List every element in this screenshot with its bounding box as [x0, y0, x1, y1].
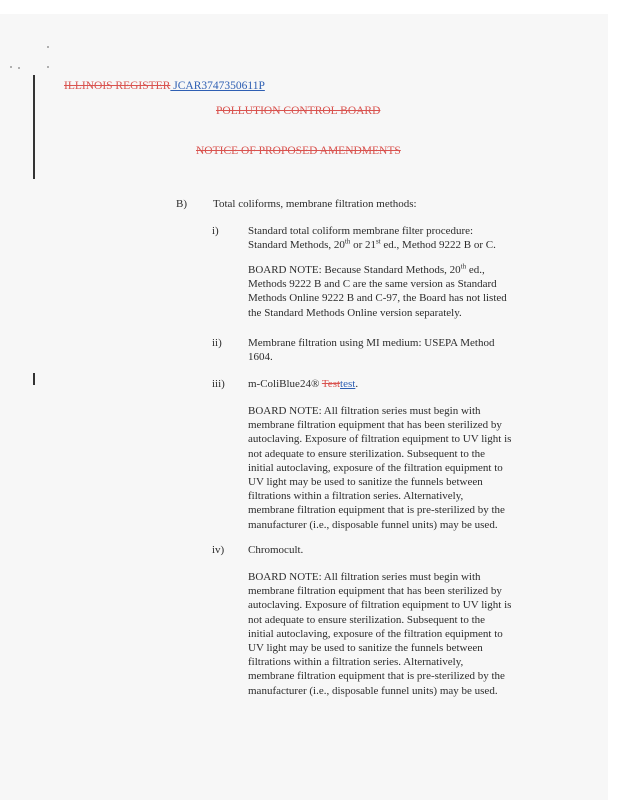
scan-speck — [47, 66, 49, 68]
item-iii-text: m-ColiBlue24® Testtest. — [248, 378, 359, 390]
item-i-text-line2: Standard Methods, 20th or 21st ed., Method 9222 B or C. — [248, 237, 496, 251]
scan-border-top — [0, 0, 618, 14]
item-label-iv: iv) — [212, 544, 225, 556]
change-bar — [33, 75, 35, 179]
item-i-board-note: BOARD NOTE: Because Standard Methods, 20th ed., Methods 9222 B and C are the same version as Standard Methods Online 9222 B and C-97, the Board has not listed the Standard Methods Online version separately. — [248, 262, 507, 319]
scan-speck — [18, 67, 20, 69]
item-iii-board-note: BOARD NOTE: All filtration series must begin with membrane filtration equipment that has been sterilized by autoclaving. Exposure of filtration equipment to UV light is not adequate to ensure sterilization. Subsequent to the initial autoclaving, exposure of the filtration equipment to UV light may be used to sanitize the funnels between filtrations within a filtration series. Alternatively, membrane filtration equipment that is pre-sterilized by the manufacturer (i.e., disposable funnel units) may be used. — [248, 405, 512, 531]
inserted-word: test — [340, 378, 356, 390]
notice-heading: NOTICE OF PROPOSED AMENDMENTS — [196, 145, 401, 157]
change-bar — [33, 373, 35, 385]
register-deleted: ILLINOIS REGISTER — [64, 80, 171, 92]
register-inserted: JCAR3747350611P — [170, 80, 265, 92]
scan-speck — [10, 66, 12, 68]
scan-speck — [47, 46, 49, 48]
item-ii-text: Membrane filtration using MI medium: USEPA Method — [248, 337, 495, 349]
deleted-word: Test — [321, 378, 341, 390]
scan-border-right — [608, 0, 618, 800]
board-heading: POLLUTION CONTROL BOARD — [216, 105, 381, 117]
section-label: B) — [176, 198, 187, 210]
item-i-text: Standard total coliform membrane filter procedure: — [248, 225, 474, 237]
register-line — [64, 80, 265, 92]
item-ii-text-line2: 1604. — [248, 351, 273, 363]
item-label-ii: ii) — [212, 337, 222, 349]
section-title: Total coliforms, membrane filtration methods: — [213, 198, 417, 210]
item-label-i: i) — [212, 225, 219, 237]
item-iv-board-note: BOARD NOTE: All filtration series must begin with membrane filtration equipment that has been sterilized by autoclaving. Exposure of filtration equipment to UV light is not adequate to ensure sterilization. Subsequent to the initial autoclaving, exposure of the filtration equipment to UV light may be used to sanitize the funnels between filtrations within a filtration series. Alternatively, membrane filtration equipment that is pre-sterilized by the manufacturer (i.e., disposable funnel units) may be used. — [248, 571, 512, 697]
item-label-iii: iii) — [212, 378, 225, 390]
item-iv-text: Chromocult. — [248, 544, 304, 556]
